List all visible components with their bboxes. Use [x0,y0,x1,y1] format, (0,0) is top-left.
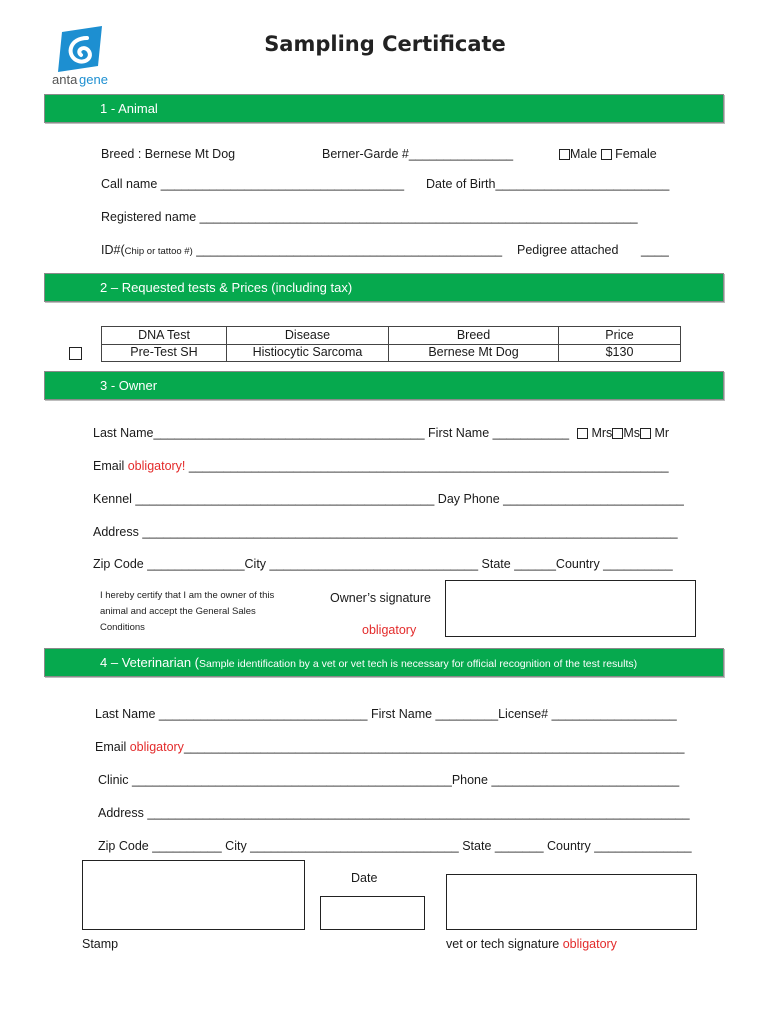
section-number: 4 [100,655,108,670]
section-title: - Animal [107,101,158,116]
cell-dna-test: Pre-Test SH [102,344,227,362]
table-row [102,344,681,362]
date-of-birth-field[interactable]: Date of Birth_________________________ [426,177,670,191]
date-label: Date [351,871,378,885]
obligatory-label: obligatory [129,740,184,754]
vet-signature-text: vet or tech signature [446,937,563,951]
section-number: 1 [100,101,108,116]
clinic-phone-field[interactable]: Clinic ______________________________________________Phone ___________________________ [98,773,680,787]
berner-garde-field[interactable]: Berner-Garde #_______________ [322,147,514,161]
owner-signature-obligatory: obligatory [362,623,417,637]
certification-line: animal and accept the General Sales [100,606,256,617]
id-field[interactable] [101,243,502,259]
col-header-price: Price [559,327,681,345]
email-label: Email [95,740,130,754]
col-header-dna-test: DNA Test [102,327,227,345]
vet-address-field[interactable]: Address ______________________________________________________________________________ [98,806,690,820]
section-number: 3 [100,378,108,393]
breed-text: Breed : Bernese Mt Dog [101,147,236,161]
certification-line: I hereby certify that I am the owner of this [100,590,275,601]
obligatory-label: obligatory! [127,459,186,473]
mrs-label: Mrs [591,426,613,440]
tests-table [101,326,681,362]
pedigree-label: Pedigree attached [517,243,619,257]
vet-email-field[interactable] [95,740,684,755]
mr-checkbox[interactable] [640,428,651,439]
pedigree-field[interactable]: ____ [641,243,669,257]
table-row [102,327,681,345]
mrs-checkbox[interactable] [577,428,588,439]
col-header-disease: Disease [227,327,389,345]
svg-text:anta: anta [52,72,78,87]
certification-text [100,588,274,636]
cell-price: $130 [559,344,681,362]
call-name-field[interactable]: Call name ___________________________________ [101,177,405,191]
test-select-checkbox[interactable] [69,347,82,360]
stamp-label: Stamp [82,937,119,951]
owner-zip-city-field[interactable]: Zip Code ______________City ______________________________ State ______Country __________ [93,557,673,571]
section-title: – Requested tests & Prices (including tax) [107,280,353,295]
email-label: Email [93,459,128,473]
vet-name-license-field[interactable]: Last Name ______________________________ First Name _________License# __________________ [95,707,677,721]
owner-name-field[interactable]: Last Name_______________________________________ First Name ___________ [93,426,570,440]
section-subtitle: Sample identification by a vet or vet tech is necessary for official recognition of the test results) [199,658,638,670]
sex-options [559,147,657,162]
email-line: _____________________________________________________________________ [185,459,669,473]
registered-name-field[interactable]: Registered name _______________________________________________________________ [101,210,638,224]
id-label: ID#( [101,243,125,257]
obligatory-label: obligatory [562,937,617,951]
section-title: – Veterinarian ( [107,655,200,670]
email-line: ________________________________________________________________________ [183,740,685,754]
stamp-box[interactable] [82,860,305,930]
section-tests-header [44,273,724,302]
svg-text:gene: gene [79,72,108,87]
female-checkbox[interactable] [601,149,612,160]
section-owner-header [44,371,724,400]
vet-signature-box[interactable] [446,874,697,930]
col-header-breed: Breed [389,327,559,345]
kennel-phone-field[interactable]: Kennel ___________________________________________ Day Phone __________________________ [93,492,684,506]
id-label-small: Chip or tattoo #) [124,246,193,257]
vet-zip-city-field[interactable]: Zip Code __________ City ______________________________ State _______ Country ______________ [98,839,692,853]
section-vet-header [44,648,724,677]
mr-label: Mr [654,426,670,440]
owner-signature-label: Owner’s signature [330,591,431,605]
owner-address-field[interactable]: Address _____________________________________________________________________________ [93,525,678,539]
title-options [577,426,669,441]
cell-disease: Histiocytic Sarcoma [227,344,389,362]
page-title: Sampling Certificate [264,32,506,56]
owner-email-field[interactable] [93,459,669,474]
cell-breed: Bernese Mt Dog [389,344,559,362]
date-box[interactable] [320,896,425,930]
certification-line: Conditions [100,622,145,633]
ms-label: Ms [623,426,640,440]
section-title: - Owner [107,378,158,393]
vet-signature-label [446,937,617,952]
section-number: 2 [100,280,108,295]
ms-checkbox[interactable] [612,428,623,439]
female-label: Female [615,147,657,161]
male-checkbox[interactable] [559,149,570,160]
id-line: ____________________________________________ [192,243,503,257]
section-animal-header [44,94,724,123]
male-label: Male [570,147,598,161]
owner-signature-box[interactable] [445,580,696,637]
